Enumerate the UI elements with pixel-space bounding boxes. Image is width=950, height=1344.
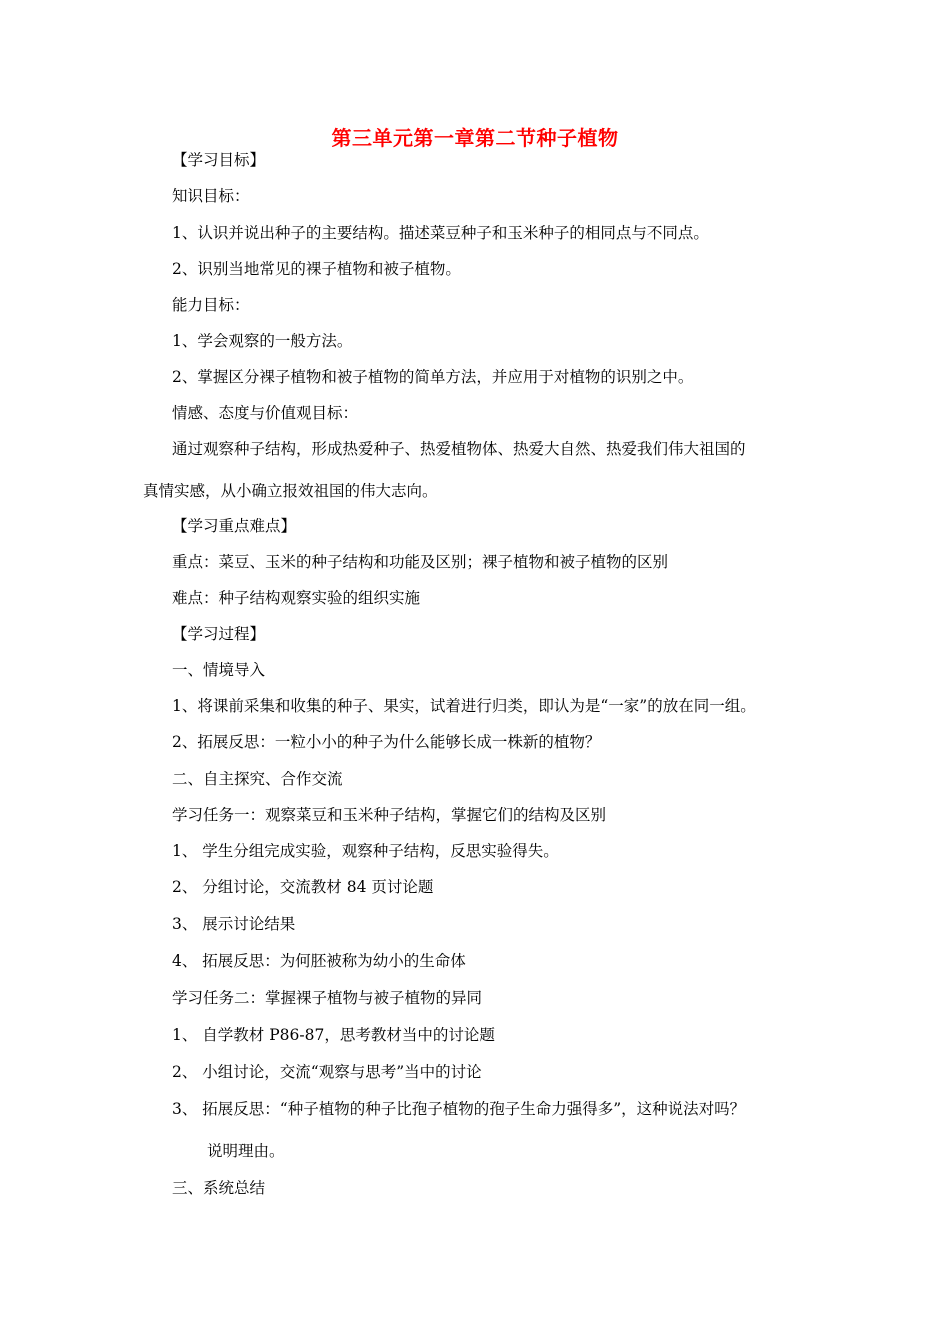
list-item: 2、掌握区分裸子植物和被子植物的简单方法，并应用于对植物的识别之中。 xyxy=(172,368,694,386)
list-item: 1、认识并说出种子的主要结构。描述菜豆种子和玉米种子的相同点与不同点。 xyxy=(172,224,709,242)
list-item: 2、 小组讨论，交流“观察与思考”当中的讨论 xyxy=(172,1063,482,1081)
task-heading-one: 学习任务一：观察菜豆和玉米种子结构，掌握它们的结构及区别 xyxy=(172,806,607,824)
subheading-emotion-objectives: 情感、态度与价值观目标： xyxy=(172,404,359,422)
section-heading-learning-process: 【学习过程】 xyxy=(172,625,266,643)
document-title: 第三单元第一章第二节种子植物 xyxy=(331,126,619,150)
list-item: 1、 学生分组完成实验，观察种子结构，反思实验得失。 xyxy=(172,842,559,860)
list-item: 2、拓展反思：一粒小小的种子为什么能够长成一株新的植物？ xyxy=(172,733,601,751)
task-heading-two: 学习任务二：掌握裸子植物与被子植物的异同 xyxy=(172,989,483,1007)
list-item: 1、学会观察的一般方法。 xyxy=(172,332,353,350)
subheading-summary: 三、系统总结 xyxy=(172,1179,266,1197)
list-item-continuation: 说明理由。 xyxy=(207,1142,285,1160)
subheading-inquiry: 二、自主探究、合作交流 xyxy=(172,770,343,788)
subheading-situation-intro: 一、情境导入 xyxy=(172,661,266,679)
subheading-knowledge-objectives: 知识目标： xyxy=(172,187,250,205)
key-point-line: 重点：菜豆、玉米的种子结构和功能及区别；裸子植物和被子植物的区别 xyxy=(172,553,669,571)
list-item: 2、 分组讨论，交流教材 84 页讨论题 xyxy=(172,878,434,896)
paragraph-line: 通过观察种子结构，形成热爱种子、热爱植物体、热爱大自然、热爱我们伟大祖国的 xyxy=(172,440,746,458)
section-heading-key-points: 【学习重点难点】 xyxy=(172,517,297,535)
list-item: 1、将课前采集和收集的种子、果实，试着进行归类，即认为是“一家”的放在同一组。 xyxy=(172,697,756,715)
subheading-ability-objectives: 能力目标： xyxy=(172,296,250,314)
list-item: 3、 拓展反思：“种子植物的种子比孢子植物的孢子生命力强得多”，这种说法对吗？ xyxy=(172,1100,746,1118)
list-item: 4、 拓展反思：为何胚被称为幼小的生命体 xyxy=(172,952,466,970)
list-item: 2、识别当地常见的裸子植物和被子植物。 xyxy=(172,260,461,278)
list-item: 3、 展示讨论结果 xyxy=(172,915,296,933)
paragraph-line: 真情实感，从小确立报效祖国的伟大志向。 xyxy=(143,482,438,500)
list-item: 1、 自学教材 P86-87，思考教材当中的讨论题 xyxy=(172,1026,495,1044)
section-heading-learning-objectives: 【学习目标】 xyxy=(172,151,266,169)
difficult-point-line: 难点：种子结构观察实验的组织实施 xyxy=(172,589,421,607)
